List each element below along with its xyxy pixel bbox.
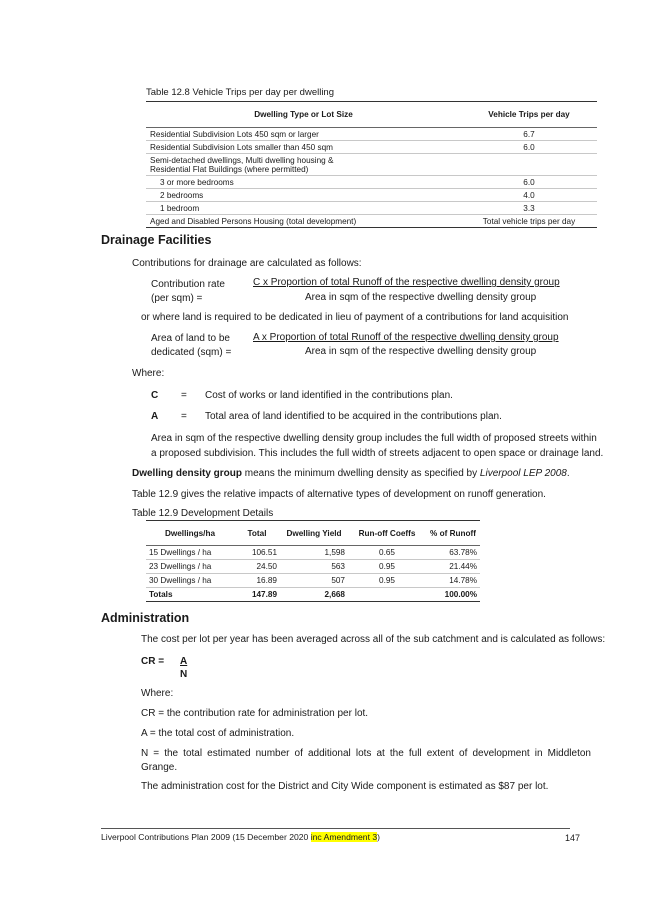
formula2-left-line2: dedicated (sqm) = [151, 347, 232, 358]
table-row [146, 202, 597, 215]
or-where-text: or where land is required to be dedicated in lieu of payment of a contributions for land acquisition [141, 312, 569, 323]
drainage-intro: Contributions for drainage are calculated as follows: [132, 258, 362, 269]
row-value: 4.0 [461, 189, 597, 202]
table-12-9-caption: Table 12.9 Development Details [132, 508, 274, 519]
row-value [461, 154, 597, 176]
row-label: 3 or more bedrooms [146, 176, 461, 189]
formula1-left-line2: (per sqm) = [151, 293, 203, 304]
table-row [146, 560, 480, 574]
development-details-table [146, 520, 480, 602]
col-dwellings-ha: Dwellings/ha [146, 521, 234, 546]
ddg-term: Dwelling density group [132, 468, 243, 479]
table-row [146, 141, 597, 154]
a-symbol: A [151, 411, 159, 422]
formula2-numerator: A x Proportion of total Runoff of the respective dwelling density group [253, 332, 559, 343]
cell: 24.50 [234, 560, 280, 574]
cell: 2,668 [280, 588, 348, 602]
def-n-line1: N = the total estimated number of additional lots at the full extent of development in Middleton [141, 748, 591, 759]
row-label: 1 bedroom [146, 202, 461, 215]
table-row [146, 574, 480, 588]
def-a: A = the total cost of administration. [141, 728, 295, 739]
table-row [146, 154, 597, 176]
cr-numerator: A [180, 656, 188, 667]
formula1-left-line1: Contribution rate [151, 279, 225, 290]
cell: 0.95 [348, 560, 426, 574]
cell: 100.00% [426, 588, 480, 602]
table-header-row [146, 521, 480, 546]
page-number: 147 [565, 833, 581, 843]
cell: 21.44% [426, 560, 480, 574]
row-label: Residential Subdivision Lots 450 sqm or larger [146, 128, 461, 141]
drainage-heading: Drainage Facilities [101, 233, 212, 247]
row-label: 2 bedrooms [146, 189, 461, 202]
cell: 14.78% [426, 574, 480, 588]
row-value: 6.7 [461, 128, 597, 141]
table-12-9-intro: Table 12.9 gives the relative impacts of alternative types of development on runoff generation. [132, 489, 546, 500]
formula1-denominator: Area in sqm of the respective dwelling density group [305, 292, 537, 303]
def-n-line2: Grange. [141, 762, 178, 773]
formula2-denominator: Area in sqm of the respective dwelling density group [305, 346, 537, 357]
a-definition: Total area of land identified to be acquired in the contributions plan. [205, 411, 502, 422]
col-runoff-coeffs: Run-off Coeffs [348, 521, 426, 546]
cr-label: CR = [141, 656, 165, 667]
footer-amendment: inc Amendment 3 [310, 832, 378, 842]
ddg-ref: Liverpool LEP 2008 [479, 468, 567, 479]
cell: 147.89 [234, 588, 280, 602]
cell [348, 588, 426, 602]
cell: 30 Dwellings / ha [146, 574, 234, 588]
cr-denominator: N [180, 669, 188, 680]
cell: 23 Dwellings / ha [146, 560, 234, 574]
row-label: Residential Subdivision Lots smaller than 450 sqm [146, 141, 461, 154]
admin-where: Where: [141, 688, 174, 699]
col-dwelling-yield: Dwelling Yield [280, 521, 348, 546]
row-label: Aged and Disabled Persons Housing (total development) [146, 215, 461, 228]
col-percent-runoff: % of Runoff [426, 521, 480, 546]
cell: 1,598 [280, 546, 348, 560]
row-value: Total vehicle trips per day [461, 215, 597, 228]
c-definition: Cost of works or land identified in the contributions plan. [205, 390, 453, 401]
cell: 563 [280, 560, 348, 574]
area-note-line1: Area in sqm of the respective dwelling density group includes the full width of proposed streets within [151, 433, 597, 444]
dwelling-density-definition [132, 468, 570, 479]
def-cr: CR = the contribution rate for administration per lot. [141, 708, 369, 719]
formula2-left-line1: Area of land to be [151, 333, 230, 344]
ddg-end: . [566, 468, 570, 479]
footer-doc: Liverpool Contributions Plan 2009 (15 December 2020 [101, 832, 311, 842]
col-total: Total [234, 521, 280, 546]
cell: 0.65 [348, 546, 426, 560]
formula1-numerator: C x Proportion of total Runoff of the respective dwelling density group [253, 277, 560, 288]
table-row [146, 128, 597, 141]
row-value: 3.3 [461, 202, 597, 215]
administration-heading: Administration [101, 611, 190, 625]
table-row [146, 546, 480, 560]
cell: Totals [146, 588, 234, 602]
row-label: Semi-detached dwellings, Multi dwelling housing & Residential Flat Buildings (where permitted) [146, 154, 461, 176]
ddg-mid: means the minimum dwelling density as specified by [242, 468, 480, 479]
cell: 106.51 [234, 546, 280, 560]
c-equals: = [181, 390, 187, 401]
row-value: 6.0 [461, 141, 597, 154]
table-12-8-caption: Table 12.8 Vehicle Trips per day per dwelling [146, 87, 335, 98]
cell: 16.89 [234, 574, 280, 588]
a-equals: = [181, 411, 187, 422]
col-dwelling-type: Dwelling Type or Lot Size [146, 102, 461, 128]
where-label: Where: [132, 368, 165, 379]
table-row [146, 189, 597, 202]
col-vehicle-trips: Vehicle Trips per day [461, 102, 597, 128]
admin-intro: The cost per lot per year has been averaged across all of the sub catchment and is calculated as follows: [141, 634, 606, 645]
row-value: 6.0 [461, 176, 597, 189]
cell: 507 [280, 574, 348, 588]
c-symbol: C [151, 390, 159, 401]
footer-close: ) [377, 832, 381, 842]
cell: 0.95 [348, 574, 426, 588]
totals-row [146, 588, 480, 602]
cell: 63.78% [426, 546, 480, 560]
cell: 15 Dwellings / ha [146, 546, 234, 560]
table-row [146, 215, 597, 228]
admin-cost-note: The administration cost for the District and City Wide component is estimated as $87 per lot. [141, 781, 549, 792]
area-note-line2: a proposed subdivision. This includes the full width of streets adjacent to open space or drainage land. [151, 448, 604, 459]
footer-doc-title [101, 832, 380, 842]
footer-rule [101, 828, 570, 829]
table-header-row [146, 102, 597, 128]
vehicle-trips-table [146, 101, 597, 228]
table-row [146, 176, 597, 189]
